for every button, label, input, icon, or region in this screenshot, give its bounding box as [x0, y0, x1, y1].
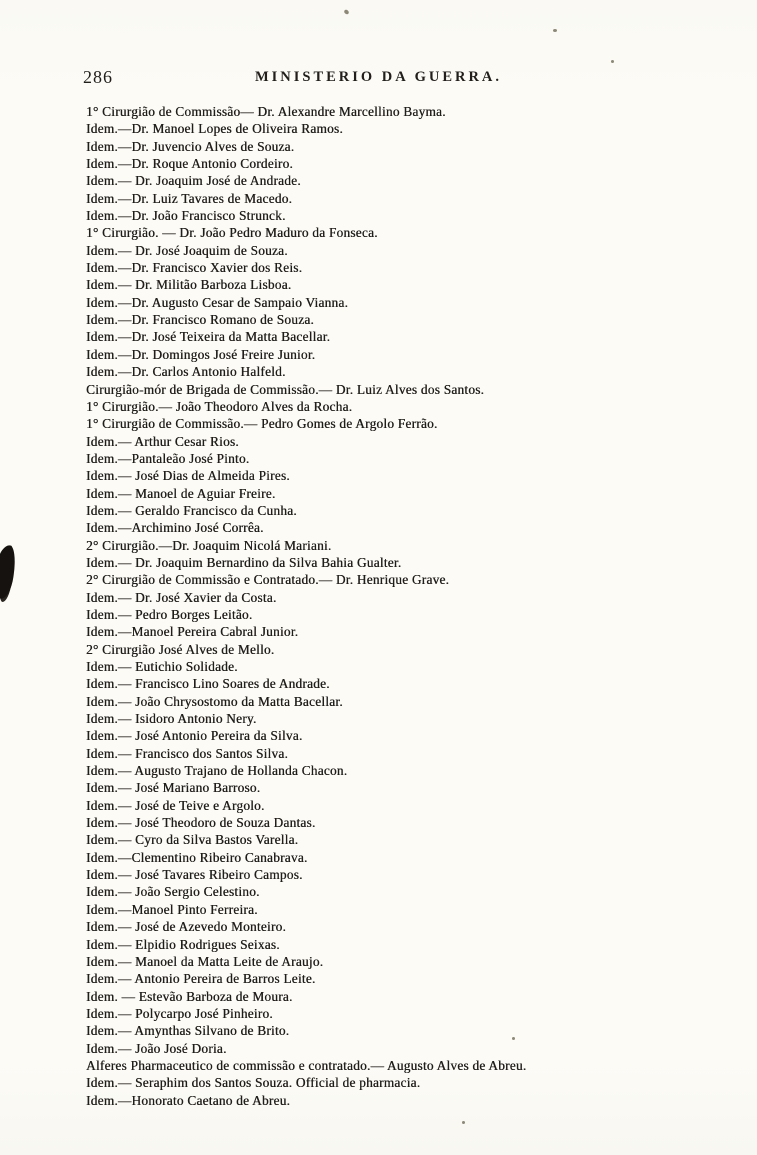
- scan-speck: [611, 60, 614, 63]
- entries-list: [86, 103, 727, 1109]
- entry-line: 1° Cirurgião de Commissão— Dr. Alexandre Marcellino Bayma.: [86, 104, 446, 119]
- entry-line: Idem.—Dr. Carlos Antonio Halfeld.: [86, 364, 286, 380]
- entry-line: 2° Cirurgião José Alves de Mello.: [86, 641, 275, 657]
- entry-line: Idem.— José Antonio Pereira da Silva.: [86, 728, 303, 744]
- entry-line: Idem.— José de Teive e Argolo.: [86, 797, 265, 813]
- entry-line: Idem.— Amynthas Silvano de Brito.: [86, 1023, 290, 1039]
- scan-speck: [553, 29, 557, 32]
- entry-line: Idem.— Dr. Joaquim Bernardino da Silva Bahia Gualter.: [86, 554, 402, 570]
- entry-line: Idem.— Seraphim dos Santos Souza. Official de pharmacia.: [86, 1075, 421, 1091]
- entry-line: Idem.—Dr. Roque Antonio Cordeiro.: [86, 156, 293, 172]
- scan-speck: [343, 9, 349, 15]
- scan-speck: [462, 1121, 465, 1124]
- entry-line: Idem.—Dr. João Francisco Strunck.: [86, 208, 286, 224]
- entry-line: Idem.— Cyro da Silva Bastos Varella.: [86, 832, 299, 848]
- ink-blot-artifact: [0, 544, 18, 600]
- entry-line: Idem.— Manoel de Aguiar Freire.: [86, 485, 276, 501]
- entry-line: Idem.—Dr. Domingos José Freire Junior.: [86, 346, 316, 362]
- entry-line: Idem.—Manoel Pinto Ferreira.: [86, 901, 258, 917]
- entry-line: Idem.— Francisco Lino Soares de Andrade.: [86, 676, 330, 692]
- entry-line: Idem.— Eutichio Solidade.: [86, 659, 238, 674]
- entry-line: Idem.—Dr. José Teixeira da Matta Bacellar.: [86, 329, 331, 345]
- entry-line: Idem.— Arthur Cesar Rios.: [86, 433, 239, 449]
- entry-line: Idem.— Dr. José Xavier da Costa.: [86, 589, 277, 605]
- entry-line: Idem.—Dr. Luiz Tavares de Macedo.: [86, 190, 293, 206]
- entry-line: Alferes Pharmaceutico de commissão e contratado.— Augusto Alves de Abreu.: [86, 1057, 527, 1073]
- entry-line: Idem.—Dr. Juvencio Alves de Souza.: [86, 138, 295, 154]
- entry-line: Idem.— Elpidio Rodrigues Seixas.: [86, 936, 280, 952]
- entry-line: 1° Cirurgião de Commissão.— Pedro Gomes de Argolo Ferrão.: [86, 416, 438, 432]
- entry-line: 2° Cirurgião de Commissão e Contratado.— Dr. Henrique Grave.: [86, 572, 450, 588]
- entry-line: Idem.— Antonio Pereira de Barros Leite.: [86, 971, 316, 987]
- page-number: 286: [83, 67, 113, 87]
- entry-line: Cirurgião-mór de Brigada de Commissão.— Dr. Luiz Alves dos Santos.: [86, 381, 485, 397]
- entry-line: Idem.—Pantaleão José Pinto.: [86, 450, 250, 466]
- entry-line: 2° Cirurgião.—Dr. Joaquim Nicolá Mariani.: [86, 537, 332, 553]
- entry-line: Idem. — Estevão Barboza de Moura.: [86, 988, 293, 1004]
- entry-line: Idem.— José Theodoro de Souza Dantas.: [86, 815, 316, 831]
- entry-line: Idem.—Dr. Francisco Romano de Souza.: [86, 312, 314, 328]
- page-title: MINISTERIO DA GUERRA.: [254, 69, 503, 85]
- entry-line: Idem.— Isidoro Antonio Nery.: [86, 711, 257, 727]
- entry-line: Idem.— João Sergio Celestino.: [86, 884, 260, 900]
- entry-line: 1° Cirurgião. — Dr. João Pedro Maduro da Fonseca.: [86, 225, 378, 241]
- entry-line: Idem.— José Tavares Ribeiro Campos.: [86, 867, 303, 883]
- entry-line: Idem.— Dr. Militão Barboza Lisboa.: [86, 277, 292, 293]
- entry-line: Idem.—Honorato Caetano de Abreu.: [86, 1092, 291, 1108]
- entry-line: Idem.—Clementino Ribeiro Canabrava.: [86, 849, 308, 865]
- entry-line: Idem.— João Chrysostomo da Matta Bacellar.: [86, 693, 343, 709]
- entry-line: Idem.—Dr. Francisco Xavier dos Reis.: [86, 260, 303, 276]
- entry-line: Idem.— Francisco dos Santos Silva.: [86, 745, 289, 761]
- entry-line: Idem.— José Dias de Almeida Pires.: [86, 468, 290, 484]
- entry-line: Idem.— João José Doria.: [86, 1040, 227, 1056]
- entry-line: Idem.— Augusto Trajano de Hollanda Chacon.: [86, 763, 348, 779]
- entry-line: Idem.— Dr. José Joaquim de Souza.: [86, 242, 288, 258]
- entry-line: 1° Cirurgião.— João Theodoro Alves da Rocha.: [86, 398, 353, 414]
- entry-line: Idem.—Manoel Pereira Cabral Junior.: [86, 624, 299, 640]
- page-header: [0, 66, 757, 90]
- entry-line: Idem.— José Mariano Barroso.: [86, 780, 261, 796]
- entry-line: Idem.—Archimino José Corrêa.: [86, 520, 264, 536]
- entry-line: Idem.—Dr. Augusto Cesar de Sampaio Vianna.: [86, 294, 349, 310]
- entry-line: Idem.— Dr. Joaquim José de Andrade.: [86, 173, 301, 189]
- entry-line: Idem.— Polycarpo José Pinheiro.: [86, 1005, 273, 1021]
- entry-line: Idem.— Pedro Borges Leitão.: [86, 606, 253, 622]
- entry-line: Idem.—Dr. Manoel Lopes de Oliveira Ramos.: [86, 121, 343, 137]
- entry-line: Idem.— Geraldo Francisco da Cunha.: [86, 502, 297, 518]
- entry-line: Idem.— José de Azevedo Monteiro.: [86, 919, 287, 935]
- entry-line: Idem.— Manoel da Matta Leite de Araujo.: [86, 953, 324, 969]
